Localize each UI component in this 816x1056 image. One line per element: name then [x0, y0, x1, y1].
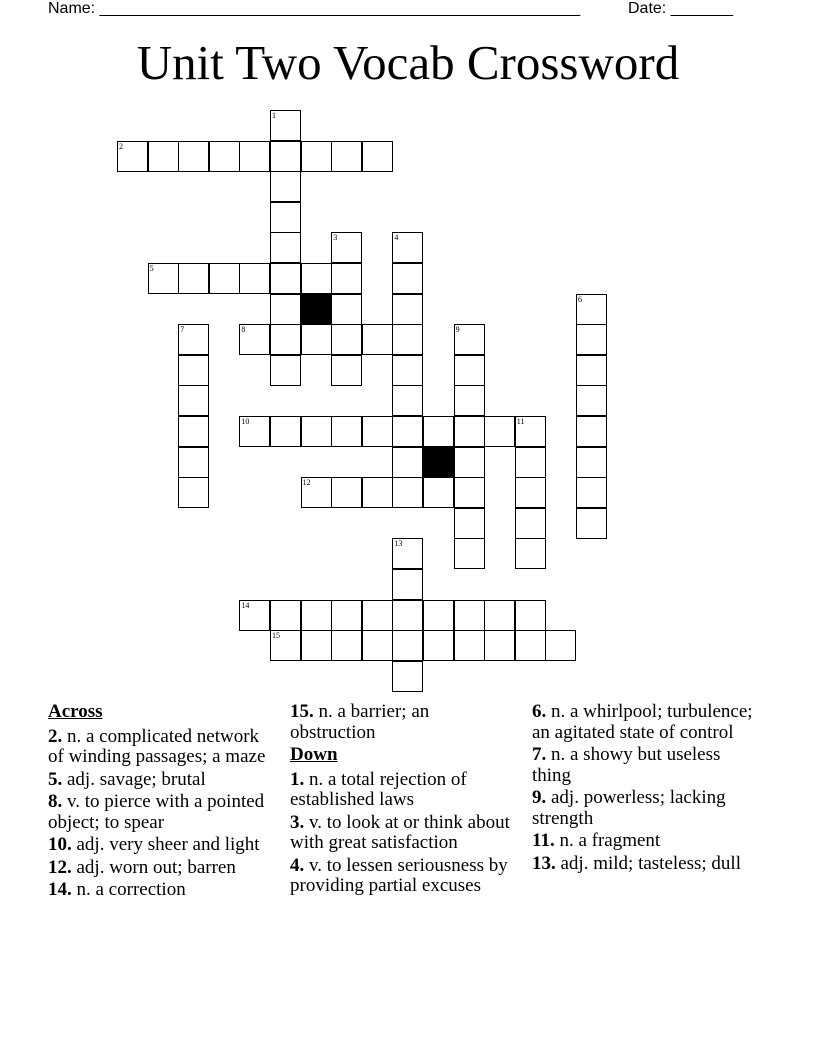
grid-cell[interactable] — [270, 600, 301, 631]
clue-down-11: 11. n. a fragment — [532, 830, 661, 851]
cell-number: 14 — [241, 600, 250, 610]
grid-cell[interactable] — [239, 600, 270, 631]
grid-cell[interactable] — [270, 416, 301, 447]
grid-cell[interactable] — [423, 416, 454, 447]
grid-cell[interactable] — [362, 324, 393, 355]
grid-cell[interactable] — [576, 447, 607, 478]
grid-cell[interactable] — [454, 447, 485, 478]
grid-cell[interactable] — [117, 141, 148, 172]
grid-cell[interactable] — [515, 630, 546, 661]
cell-number: 12 — [302, 478, 311, 488]
grid-cell[interactable] — [178, 263, 209, 294]
grid-cell[interactable] — [362, 630, 393, 661]
clue-across-14: 14. n. a correction — [48, 879, 186, 900]
grid-cell[interactable] — [576, 324, 607, 355]
grid-cell[interactable] — [178, 355, 209, 386]
cell-number: 5 — [149, 264, 154, 273]
grid-cell[interactable] — [392, 538, 423, 569]
clue-across-8: 8. v. to pierce with a pointed object; to spear — [48, 791, 265, 833]
grid-cell[interactable] — [392, 263, 423, 294]
cell-number: 1 — [272, 111, 276, 120]
grid-cell[interactable] — [392, 232, 423, 263]
cell-number: 10 — [241, 417, 250, 426]
grid-cell[interactable] — [239, 324, 270, 355]
clue-down-3: 3. v. to look at or think about with great satisfaction — [290, 811, 510, 853]
grid-cell[interactable] — [270, 141, 301, 172]
grid-cell[interactable] — [484, 630, 515, 661]
grid-cell[interactable] — [454, 385, 485, 416]
grid-cell[interactable] — [331, 416, 362, 447]
grid-cell[interactable] — [576, 508, 607, 539]
cell-number: 13 — [394, 539, 403, 549]
grid-cell[interactable] — [178, 141, 209, 172]
black-square — [301, 294, 332, 325]
grid-cell[interactable] — [576, 416, 607, 447]
grid-cell[interactable] — [392, 477, 423, 508]
grid-cell[interactable] — [239, 141, 270, 172]
grid-cell[interactable] — [301, 263, 332, 294]
grid-cell[interactable] — [331, 263, 362, 294]
grid-cell[interactable] — [515, 477, 546, 508]
grid-cell[interactable] — [331, 294, 362, 325]
grid-cell[interactable] — [515, 447, 546, 478]
cell-number: 2 — [119, 141, 123, 151]
clue-across-15: 15. n. a barrier; an obstruction — [290, 701, 430, 743]
grid-cell[interactable] — [178, 385, 209, 416]
grid-cell[interactable] — [362, 600, 393, 631]
grid-cell[interactable] — [148, 263, 179, 294]
grid-cell[interactable] — [484, 416, 515, 447]
grid-cell[interactable] — [454, 538, 485, 569]
clue-down-6: 6. n. a whirlpool; turbulence; an agitated state of control — [532, 701, 753, 743]
cell-number: 4 — [394, 233, 399, 243]
grid-cell[interactable] — [331, 600, 362, 631]
name-field: Name: ______________________________________________________ — [48, 0, 581, 17]
grid-cell[interactable] — [178, 324, 209, 355]
cell-number: 15 — [272, 631, 280, 641]
grid-cell[interactable] — [392, 600, 423, 631]
clue-down-1: 1. n. a total rejection of established laws — [290, 768, 467, 810]
grid-cell[interactable] — [270, 171, 301, 202]
grid-cell[interactable] — [362, 416, 393, 447]
grid-cell[interactable] — [392, 324, 423, 355]
grid-cell[interactable] — [392, 630, 423, 661]
grid-cell[interactable] — [331, 630, 362, 661]
clue-down-7: 7. n. a showy but useless thing — [532, 744, 721, 786]
grid-cell[interactable] — [331, 477, 362, 508]
grid-cell[interactable] — [270, 355, 301, 386]
grid-cell[interactable] — [270, 232, 301, 263]
grid-cell[interactable] — [270, 294, 301, 325]
date-field: Date: _______ — [628, 0, 733, 17]
grid-cell[interactable] — [392, 447, 423, 478]
cell-number: 11 — [516, 417, 525, 426]
grid-cell[interactable] — [392, 294, 423, 325]
grid-cell[interactable] — [331, 232, 362, 263]
grid-cell[interactable] — [515, 508, 546, 539]
grid-cell[interactable] — [576, 355, 607, 386]
grid-cell[interactable] — [392, 569, 423, 600]
black-square — [423, 447, 454, 478]
grid-cell[interactable] — [423, 477, 454, 508]
grid-cell[interactable] — [454, 355, 485, 386]
grid-cell[interactable] — [331, 141, 362, 172]
grid-cell[interactable] — [270, 324, 301, 355]
clue-column-3 — [532, 702, 757, 876]
grid-cell[interactable] — [576, 477, 607, 508]
cell-number: 3 — [333, 233, 338, 243]
grid-cell[interactable] — [301, 477, 332, 508]
clue-down-9: 9. adj. powerless; lacking strength — [532, 787, 726, 829]
grid-cell[interactable] — [178, 477, 209, 508]
cell-number: 7 — [180, 325, 185, 335]
grid-cell[interactable] — [178, 447, 209, 478]
clue-column-2 — [290, 702, 515, 899]
grid-cell[interactable] — [576, 385, 607, 416]
grid-cell[interactable] — [454, 324, 485, 355]
grid-cell[interactable] — [270, 202, 301, 233]
grid-cell[interactable] — [270, 263, 301, 294]
grid-cell[interactable] — [392, 385, 423, 416]
grid-cell[interactable] — [392, 416, 423, 447]
grid-cell[interactable] — [454, 477, 485, 508]
clue-across-2: 2. n. a complicated network of winding passages; a maze — [48, 725, 266, 767]
grid-cell[interactable] — [515, 538, 546, 569]
grid-cell[interactable] — [392, 355, 423, 386]
grid-cell[interactable] — [454, 508, 485, 539]
grid-cell[interactable] — [545, 630, 576, 661]
cell-number: 6 — [578, 294, 582, 304]
grid-cell[interactable] — [239, 416, 270, 447]
grid-cell[interactable] — [454, 416, 485, 447]
grid-cell[interactable] — [423, 630, 454, 661]
grid-cell[interactable] — [576, 294, 607, 325]
grid-cell[interactable] — [454, 630, 485, 661]
clue-across-12: 12. adj. worn out; barren — [48, 856, 236, 878]
clue-across-5: 5. adj. savage; brutal — [48, 768, 206, 790]
grid-cell[interactable] — [392, 661, 423, 692]
grid-cell[interactable] — [362, 477, 393, 508]
grid-cell[interactable] — [270, 110, 301, 141]
grid-cell[interactable] — [484, 600, 515, 631]
down-heading: Down — [290, 744, 338, 765]
clue-down-13: 13. adj. mild; tasteless; dull — [532, 852, 741, 874]
grid-cell[interactable] — [148, 141, 179, 172]
page-title: Unit Two Vocab Crossword — [136, 35, 680, 90]
grid-cell[interactable] — [515, 416, 546, 447]
grid-cell[interactable] — [301, 324, 332, 355]
grid-cell[interactable] — [239, 263, 270, 294]
grid-cell[interactable] — [454, 600, 485, 631]
grid-cell[interactable] — [178, 416, 209, 447]
grid-cell[interactable] — [362, 141, 393, 172]
grid-cell[interactable] — [209, 263, 240, 294]
cell-number: 8 — [241, 325, 246, 335]
grid-cell[interactable] — [301, 416, 332, 447]
across-heading: Across — [48, 701, 103, 722]
grid-cell[interactable] — [301, 141, 332, 172]
grid-cell[interactable] — [209, 141, 240, 172]
cell-number: 9 — [455, 325, 460, 335]
grid-cell[interactable] — [301, 600, 332, 631]
grid-cell[interactable] — [331, 355, 362, 386]
grid-cell[interactable] — [270, 630, 301, 661]
grid-cell[interactable] — [515, 600, 546, 631]
grid-cell[interactable] — [423, 600, 454, 631]
grid-cell[interactable] — [331, 324, 362, 355]
grid-cell[interactable] — [301, 630, 332, 661]
clue-across-10: 10. adj. very sheer and light — [48, 834, 260, 855]
clue-column-1 — [48, 702, 273, 903]
clue-down-4: 4. v. to lessen seriousness by providing partial excuses — [290, 854, 508, 896]
